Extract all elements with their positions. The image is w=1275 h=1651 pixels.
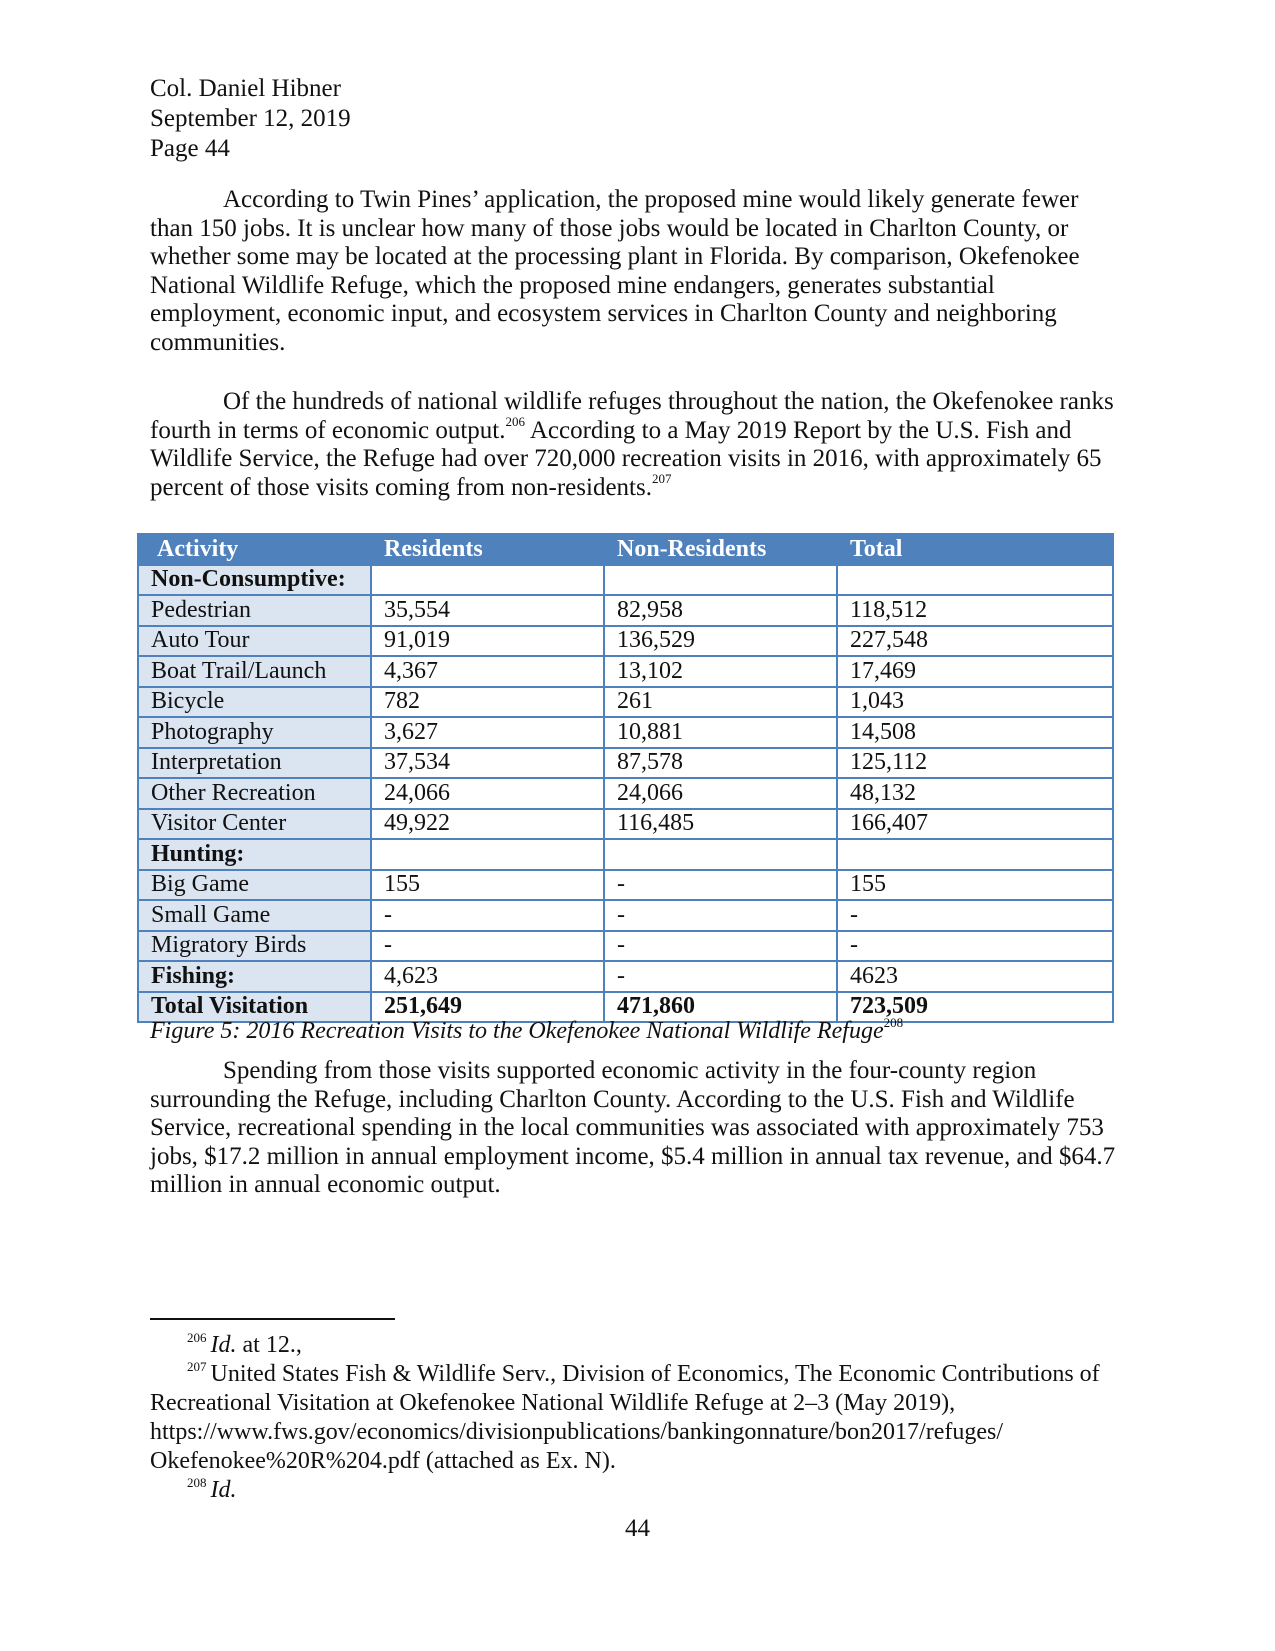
value-cell: 24,066: [604, 778, 837, 809]
paragraph-jobs: [150, 186, 1125, 358]
table-header-row: [138, 534, 1113, 565]
value-cell: [837, 565, 1113, 596]
value-cell: 125,112: [837, 748, 1113, 779]
footnote-ref: 208: [883, 1015, 904, 1030]
footnote-text: United States Fish & Wildlife Serv., Division of Economics, The Economic Contributions of Recreational Visitation at Okefenokee National Wildlife Refuge at 2–3 (May 2019), https://www.fws.gov/economics/divisionpublications/bankingonnature/bon2017/refuges/ Okefenokee%20R%204.pdf (attached as Ex. N).: [150, 1361, 1100, 1474]
paragraph-spending: [150, 1057, 1125, 1200]
activity-cell: Migratory Birds: [138, 931, 371, 962]
activity-cell: Visitor Center: [138, 809, 371, 840]
activity-cell: Other Recreation: [138, 778, 371, 809]
value-cell: 24,066: [371, 778, 604, 809]
column-header: Activity: [138, 534, 371, 565]
value-cell: [371, 565, 604, 596]
footnote-divider: [150, 1318, 395, 1320]
table-row: [138, 809, 1113, 840]
value-cell: 3,627: [371, 717, 604, 748]
footnote-text: at 12.,: [236, 1332, 302, 1358]
value-cell: 13,102: [604, 656, 837, 687]
value-cell: 261: [604, 687, 837, 718]
footnote-italic: Id.: [210, 1477, 237, 1503]
letter-header: [150, 74, 351, 164]
value-cell: 37,534: [371, 748, 604, 779]
table-row: [138, 778, 1113, 809]
value-cell: 4623: [837, 961, 1113, 992]
activity-cell: Photography: [138, 717, 371, 748]
value-cell: 4,623: [371, 961, 604, 992]
value-cell: -: [371, 931, 604, 962]
footnote-italic: Id.: [210, 1332, 237, 1358]
activity-cell: Auto Tour: [138, 626, 371, 657]
value-cell: 118,512: [837, 595, 1113, 626]
column-header: Non-Residents: [604, 534, 837, 565]
table-row: [138, 656, 1113, 687]
footnote-208: [150, 1469, 1125, 1505]
footnote-number: 208: [187, 1475, 207, 1490]
value-cell: 166,407: [837, 809, 1113, 840]
value-cell: 1,043: [837, 687, 1113, 718]
page-label: Page 44: [150, 135, 230, 162]
table-row: [138, 931, 1113, 962]
value-cell: 17,469: [837, 656, 1113, 687]
recreation-visits-table: [137, 533, 1114, 1023]
value-cell: 35,554: [371, 595, 604, 626]
value-cell: -: [837, 900, 1113, 931]
value-cell: 116,485: [604, 809, 837, 840]
page-number: 44: [625, 1515, 650, 1542]
letter-date: September 12, 2019: [150, 105, 351, 132]
activity-cell: Bicycle: [138, 687, 371, 718]
value-cell: [837, 839, 1113, 870]
footnote-ref: 207: [651, 471, 672, 487]
table-row: [138, 961, 1113, 992]
value-cell: 723,509: [837, 992, 1113, 1023]
paragraph-text: [150, 388, 1125, 502]
value-cell: -: [371, 900, 604, 931]
activity-cell: Small Game: [138, 900, 371, 931]
paragraph-text: According to Twin Pines’ application, the proposed mine would likely generate fewer than 150 jobs. It is unclear how many of those jobs would be located in Charlton County, or whether some may be located at the processing plant in Florida. By comparison, Okefenokee National Wildlife Refuge, which the proposed mine endangers, generates substantial employment, economic input, and ecosystem services in Charlton County and neighboring communities.: [150, 186, 1080, 356]
value-cell: 155: [371, 870, 604, 901]
paragraph-text-part: Of the hundreds of national wildlife refuges throughout the nation, the Okefenokee ranks fourth in terms of economic output.: [150, 388, 1114, 444]
footnote-ref: 206: [505, 414, 525, 430]
column-header: Total: [837, 534, 1113, 565]
value-cell: -: [604, 961, 837, 992]
activity-cell: Fishing:: [138, 961, 371, 992]
value-cell: -: [604, 900, 837, 931]
activity-cell: Hunting:: [138, 839, 371, 870]
value-cell: -: [837, 931, 1113, 962]
activity-cell: Total Visitation: [138, 992, 371, 1023]
value-cell: 87,578: [604, 748, 837, 779]
activity-cell: Boat Trail/Launch: [138, 656, 371, 687]
value-cell: -: [604, 870, 837, 901]
value-cell: 49,922: [371, 809, 604, 840]
table-row: [138, 900, 1113, 931]
table-row: [138, 687, 1113, 718]
recipient-name: Col. Daniel Hibner: [150, 75, 341, 102]
activity-cell: Pedestrian: [138, 595, 371, 626]
value-cell: 136,529: [604, 626, 837, 657]
paragraph-text-part: According to a May 2019 Report by the U.S. Fish and Wildlife Service, the Refuge had over 720,000 recreation visits in 2016, with approximately 65 percent of those visits coming from non-residents.: [150, 416, 1102, 501]
value-cell: [371, 839, 604, 870]
value-cell: 14,508: [837, 717, 1113, 748]
value-cell: 471,860: [604, 992, 837, 1023]
footnote-number: 206: [187, 1330, 207, 1345]
table-body: [138, 565, 1113, 1023]
value-cell: 155: [837, 870, 1113, 901]
activity-cell: Interpretation: [138, 748, 371, 779]
value-cell: 91,019: [371, 626, 604, 657]
value-cell: 82,958: [604, 595, 837, 626]
table-row: [138, 626, 1113, 657]
value-cell: 227,548: [837, 626, 1113, 657]
table-row: [138, 595, 1113, 626]
caption-text: Figure 5: 2016 Recreation Visits to the Okefenokee National Wildlife Refuge: [150, 1018, 884, 1044]
value-cell: 251,649: [371, 992, 604, 1023]
paragraph-text: Spending from those visits supported economic activity in the four-county region surrounding the Refuge, including Charlton County. According to the U.S. Fish and Wildlife Service, recreational spending in the local communities was associated with approximately 753 jobs, $17.2 million in annual employment income, $5.4 million in annual tax revenue, and $64.7 million in annual economic output.: [150, 1057, 1116, 1199]
value-cell: 4,367: [371, 656, 604, 687]
activity-cell: Non-Consumptive:: [138, 565, 371, 596]
value-cell: 48,132: [837, 778, 1113, 809]
figure-caption: [150, 1015, 904, 1045]
value-cell: [604, 839, 837, 870]
paragraph-economic-output: [150, 388, 1125, 502]
table-section-row: [138, 565, 1113, 596]
footnote-207: [150, 1353, 1125, 1476]
activity-cell: Big Game: [138, 870, 371, 901]
table-section-row: [138, 839, 1113, 870]
column-header: Residents: [371, 534, 604, 565]
value-cell: 10,881: [604, 717, 837, 748]
table-row: [138, 748, 1113, 779]
value-cell: 782: [371, 687, 604, 718]
value-cell: -: [604, 931, 837, 962]
table-row: [138, 717, 1113, 748]
value-cell: [604, 565, 837, 596]
table-row: [138, 870, 1113, 901]
footnote-number: 207: [187, 1359, 207, 1374]
